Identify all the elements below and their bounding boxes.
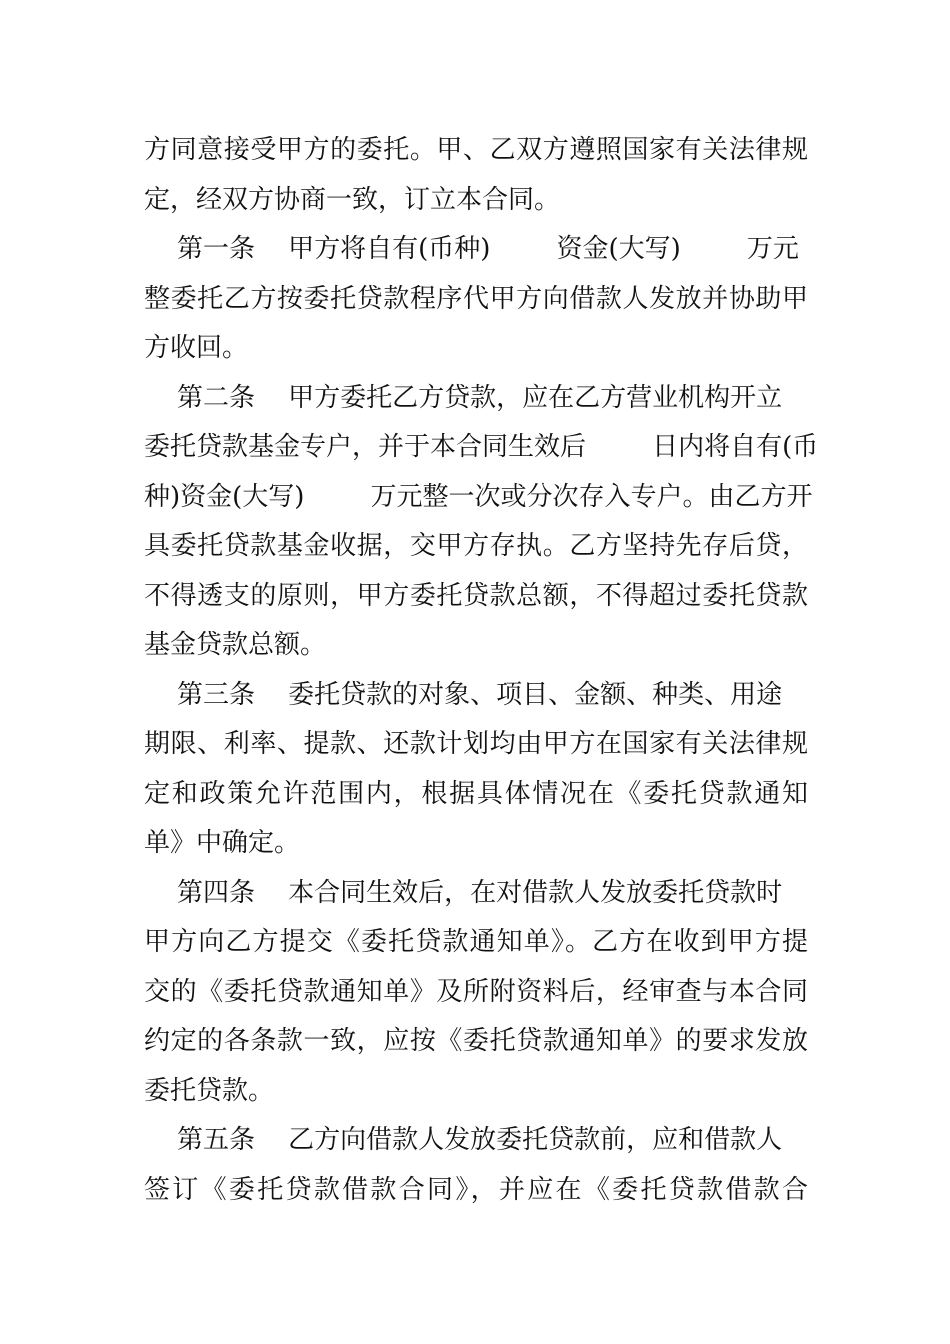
text-line: 单》中确定。 — [144, 828, 301, 858]
text-line: 种)资金(大写) 万元整一次或分次存入专户。由乙方开 — [144, 481, 813, 512]
text-line: 期限、利率、提款、还款计划均由甲方在国家有关法律规 — [144, 729, 808, 759]
text-line: 交的《委托贷款通知单》及所附资料后，经审查与本合同 — [144, 976, 808, 1007]
document-body — [144, 126, 819, 1215]
article-heading-line: 第五条 乙方向借款人发放委托贷款前，应和借款人 — [144, 1125, 783, 1155]
paragraph — [144, 869, 808, 1117]
paragraph — [144, 126, 808, 225]
article-heading-line: 第四条 本合同生效后，在对借款人发放委托贷款时 — [144, 877, 783, 908]
text-line: 不得透支的原则，甲方委托贷款总额，不得超过委托贷款 — [144, 580, 808, 611]
text-line: 甲方向乙方提交《委托贷款通知单》。乙方在收到甲方提 — [144, 927, 808, 957]
text-line: 方同意接受甲方的委托。甲、乙双方遵照国家有关法律规 — [144, 135, 808, 165]
article-heading-line: 第一条 甲方将自有(币种) 资金(大写) 万元 — [144, 234, 799, 264]
text-line: 委托贷款。 — [144, 1075, 275, 1106]
paragraph — [144, 1116, 808, 1215]
text-line: 定，经双方协商一致，订立本合同。 — [144, 184, 561, 215]
text-line: 委托贷款基金专户，并于本合同生效后 日内将自有(币 — [144, 432, 819, 462]
text-line: 约定的各条款一致，应按《委托贷款通知单》的要求发放 — [144, 1026, 808, 1056]
text-line: 签订《委托贷款借款合同》，并应在《委托贷款借款合 — [144, 1174, 808, 1205]
text-line: 整委托乙方按委托贷款程序代甲方向借款人发放并协助甲 — [144, 283, 808, 314]
text-line: 方收回。 — [144, 333, 249, 363]
article-heading-line: 第二条 甲方委托乙方贷款，应在乙方营业机构开立 — [144, 382, 783, 413]
text-line: 基金贷款总额。 — [144, 630, 327, 660]
paragraph — [144, 225, 808, 374]
paragraph — [144, 671, 808, 869]
text-line: 具委托贷款基金收据，交甲方存执。乙方坚持先存后贷， — [144, 531, 808, 561]
article-heading-line: 第三条 委托贷款的对象、项目、金额、种类、用途 — [144, 679, 783, 710]
text-line: 定和政策允许范围内，根据具体情况在《委托贷款通知 — [144, 778, 808, 809]
paragraph — [144, 374, 819, 671]
